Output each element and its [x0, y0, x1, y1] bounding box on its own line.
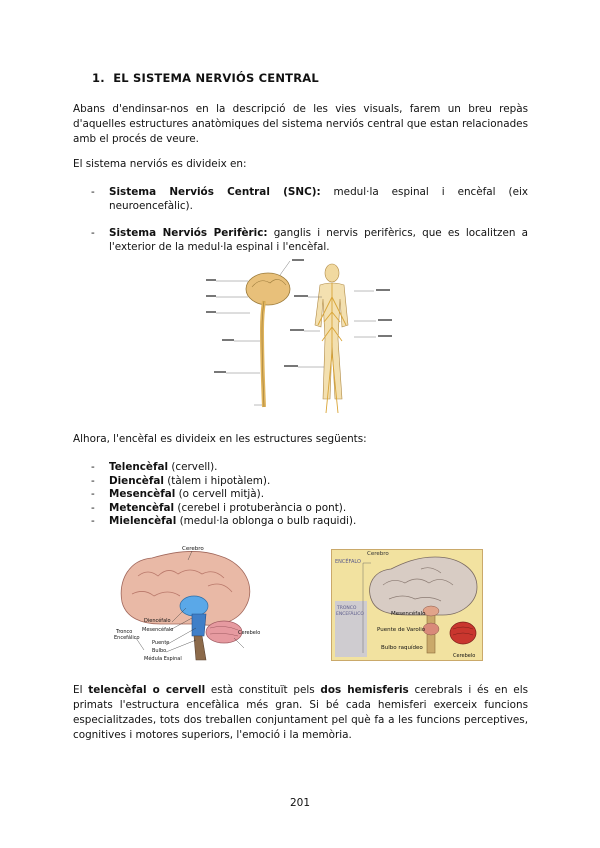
bullet-dash: - — [91, 227, 95, 239]
label-bulbo: Bulbo raquídeo — [381, 645, 423, 651]
list-item — [91, 515, 528, 529]
list-item — [91, 186, 528, 213]
brain-shape — [246, 273, 290, 305]
nervous-system-figure — [204, 257, 396, 417]
list-item-term: Telencèfal — [109, 461, 169, 473]
section-number: 1. — [92, 71, 105, 85]
system-list — [91, 186, 528, 254]
label-cerebro: Cerebro — [182, 546, 204, 552]
list-item-desc: medul·la espinal i encèfal (eix neuroencefàlic). — [109, 186, 528, 212]
bullet-dash: - — [91, 515, 95, 527]
list-item-term: Mesencèfal — [109, 488, 176, 500]
intro-paragraph: Abans d'endinsar-nos en la descripció de les vies visuals, farem un breu repàs d'aquelles estructures anatòmiques del sistema nerviós central que estan relacionades amb el procés de veure. — [73, 103, 528, 145]
medulla-shape — [194, 636, 206, 660]
list-item — [91, 502, 528, 516]
encefal-paragraph: Alhora, l'encèfal es divideix en les estructures següents: — [73, 433, 367, 445]
label-bulbo: Bulbo — [152, 648, 167, 654]
label-encefalo: ENCÉFALO — [335, 559, 361, 565]
label-encefalico: Encefálico — [114, 635, 140, 641]
label-puente: Puente de Varolio — [377, 627, 426, 633]
list-item — [91, 461, 528, 475]
label-mesencefalo: Mesencéfalo — [391, 611, 426, 617]
page-number: 201 — [289, 797, 311, 809]
bullet-dash: - — [91, 501, 95, 514]
list-item-desc: (tàlem i hipotàlem). — [163, 474, 271, 487]
section-heading — [92, 71, 319, 85]
list-item — [91, 488, 528, 502]
text-run: està constituït pels — [205, 684, 321, 696]
bullet-dash: - — [91, 474, 95, 487]
list-item — [91, 475, 528, 489]
bold-term: telencèfal o cervell — [88, 684, 206, 696]
label-tronco: Tronco — [116, 629, 133, 635]
label-mesencefalo: Mesencéfalo — [142, 627, 174, 633]
bullet-dash: - — [91, 186, 95, 198]
list-item-desc: ganglis i nervis perifèrics, que es localitzen a l'exterior de la medul·la espinal i l'encèfal. — [109, 227, 528, 253]
list-item-term: Diencèfal — [109, 474, 164, 487]
brainstem-shape — [192, 614, 206, 636]
text-run: cerebrals i és en els primats l'estructura encefàlica més gran. Si bé cada hemisferi exerceix funcions especialitzades, tots dos treballen conjuntament pel què fa a les funcions perceptives, cognitives i motores superiors, l'emoció i la memòria. — [73, 684, 528, 741]
label-encefalico: ENCEFÁLICO — [336, 612, 364, 617]
label-cerebelo: Cerebelo — [453, 653, 476, 659]
encefal-list — [91, 461, 528, 529]
divides-paragraph: El sistema nerviós es divideix en: — [73, 158, 247, 170]
label-puente: Puente — [152, 640, 170, 646]
final-paragraph — [73, 683, 528, 743]
list-item-desc: (medul·la oblonga o bulb raquidi). — [176, 515, 357, 527]
list-item-desc: (o cervell mitjà). — [175, 488, 265, 500]
list-item — [91, 227, 528, 254]
diencephalon-shape — [180, 596, 208, 616]
list-item-term: Metencèfal — [109, 501, 175, 514]
list-item-desc: (cervell). — [168, 461, 218, 473]
label-cerebelo: Cerebelo — [238, 630, 261, 636]
section-title: EL SISTEMA NERVIÓS CENTRAL — [113, 71, 319, 85]
list-item-term: Mielencèfal — [109, 515, 177, 527]
bullet-dash: - — [91, 488, 95, 500]
label-medula: Médula Espinal — [144, 656, 182, 662]
bold-term: dos hemisferis — [320, 684, 409, 696]
brain-lateral-figure — [331, 549, 483, 661]
label-cerebro: Cerebro — [367, 551, 389, 557]
list-item-term: Sistema Nerviós Perifèric: — [109, 227, 268, 239]
label-diencefalo: Diencéfalo — [144, 618, 171, 624]
list-item-desc: (cerebel i protuberància o pont). — [174, 501, 347, 514]
text-run: El — [73, 684, 89, 696]
label-tronco: TRONCO — [337, 606, 357, 611]
brain-sagittal-figure — [108, 546, 268, 666]
list-item-term: Sistema Nerviós Central (SNC): — [109, 186, 321, 198]
bullet-dash: - — [91, 461, 95, 473]
cerebellum-shape — [206, 621, 242, 643]
